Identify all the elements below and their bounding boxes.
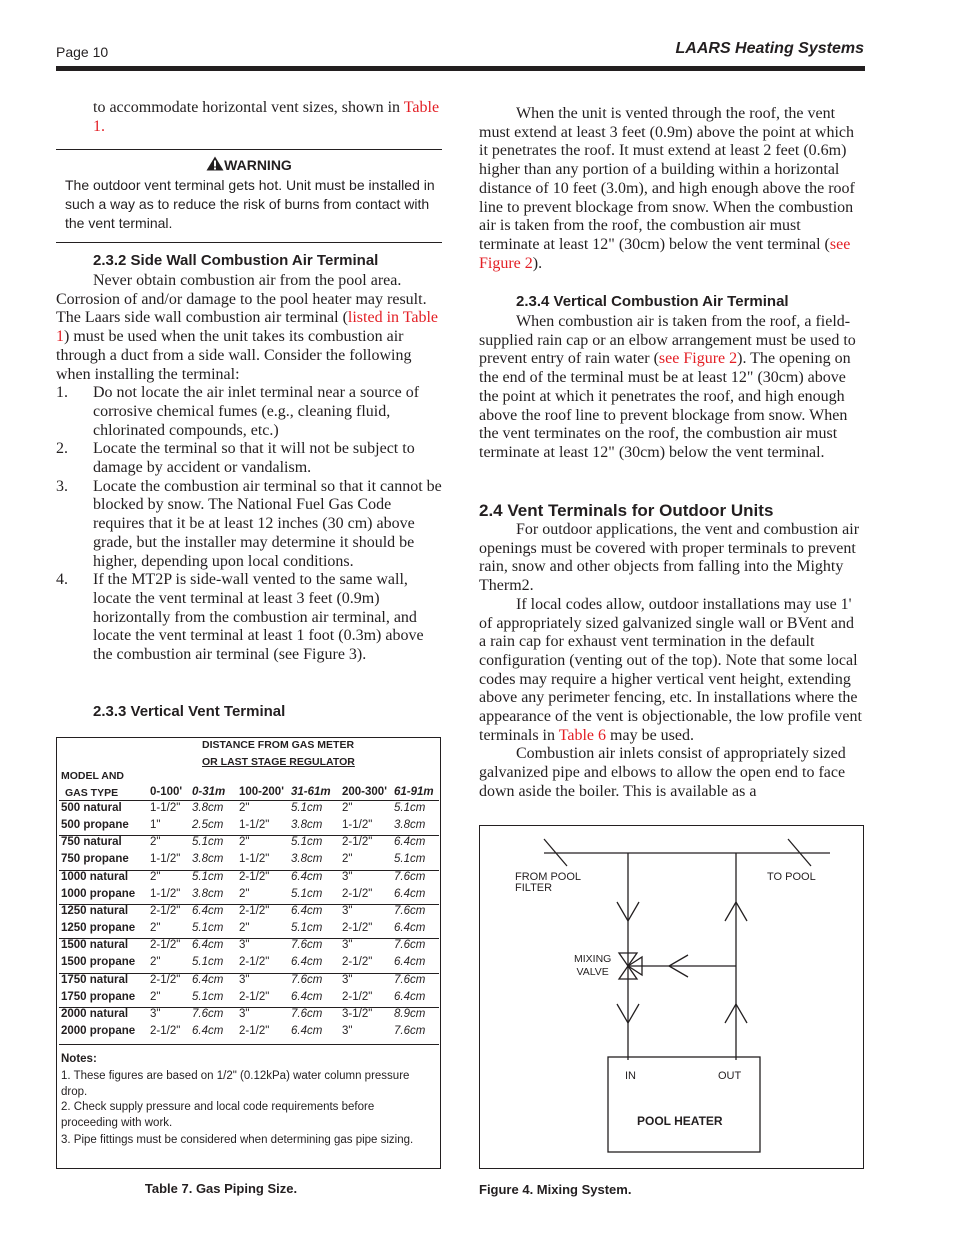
table-cell: 6.4cm	[394, 836, 426, 849]
table-cell: 5.1cm	[394, 853, 426, 866]
table-cell: 3"	[342, 904, 353, 917]
table-cell: 2"	[239, 922, 250, 935]
table-row-label: 1750 natural	[61, 973, 129, 986]
intro-text: to accommodate horizontal vent sizes, shown in	[93, 99, 404, 116]
table-cell: 2-1/2"	[342, 922, 373, 935]
section-232-text: Never obtain combustion air from the pool area. Corrosion of and/or damage to the pool heater may result. The Laars side wall combustion air terminal (	[56, 272, 427, 327]
table-cell: 7.6cm	[291, 1007, 323, 1020]
table-cell: 3"	[342, 939, 353, 952]
range-m-header: 31-61m	[291, 786, 331, 798]
range-ft-header: 100-200'	[239, 786, 284, 798]
table-row-label: 1500 natural	[61, 939, 129, 952]
list-item	[56, 478, 442, 572]
table-caption: Table 7. Gas Piping Size.	[144, 1181, 298, 1196]
table-cell: 2"	[342, 802, 353, 814]
note-1: 1. These figures are based on 1/2" (0.12kPa) water column pressure drop.	[61, 1070, 410, 1098]
table-cell: 7.6cm	[394, 939, 426, 952]
section-232-text-end: ) must be used when the unit takes its combustion air through a duct from a side wall. Consider the following when installing the terminal:	[56, 328, 412, 383]
table-cell: 5.1cm	[192, 990, 224, 1003]
section-232-paragraph	[56, 272, 442, 384]
table-cell: 6.4cm	[291, 956, 323, 969]
section-24-p2-end: may be used.	[606, 726, 694, 744]
section-234-heading: 2.3.4 Vertical Combustion Air Terminal	[516, 293, 789, 310]
table-cell: 7.6cm	[291, 973, 323, 986]
table-header-rule	[59, 800, 439, 801]
table-row-label: 750 natural	[61, 836, 122, 849]
table-cell: 6.4cm	[394, 922, 426, 935]
table-cell: 5.1cm	[291, 922, 323, 935]
figure2-link[interactable]: see Figure 2	[479, 235, 851, 272]
page-number: Page 10	[56, 44, 109, 60]
table-cell: 3-1/2"	[342, 1007, 373, 1020]
table-cell: 6.4cm	[192, 1024, 224, 1037]
table-cell: 5.1cm	[291, 802, 323, 814]
table-cell: 2-1/2"	[342, 887, 373, 900]
table-row-label: 750 propane	[61, 853, 129, 866]
table-cell: 2-1/2"	[342, 956, 373, 969]
table-cell: 2-1/2"	[239, 870, 270, 883]
heater-in-label: IN	[625, 1070, 636, 1082]
table1-link-2[interactable]: listed in Table 1	[56, 309, 439, 346]
list-text: Do not locate the air inlet terminal near a source of corrosive chemical fumes (e.g., cleaning fluid, chlorinated compounds, etc.)	[93, 384, 420, 439]
table-cell: 1-1/2"	[239, 819, 270, 832]
to-pool-label: TO POOL	[767, 871, 816, 883]
table-cell: 6.4cm	[291, 1024, 323, 1037]
filter-text: FILTER	[515, 882, 553, 894]
table-cell: 1-1/2"	[239, 853, 270, 866]
list-text: Locate the terminal so that it will not be subject to damage by accident or vandalism.	[93, 440, 415, 477]
table-cell: 6.4cm	[291, 870, 323, 883]
section-234-text-end: ). The opening on the end of the terminal must be at least 12" (30cm) above the point at which it penetrates the roof, and high enough above the roof line to prevent blockage from snow. When the vent terminates on the roof, the combustion air must terminate at least 12" (30cm) below the vent terminal.	[479, 350, 851, 461]
table-row-label: 2000 propane	[61, 1024, 136, 1037]
heater-out-label: OUT	[718, 1070, 742, 1082]
table-cell: 5.1cm	[291, 836, 323, 849]
table-cell: 5.1cm	[192, 956, 224, 969]
table-cell: 2"	[342, 853, 353, 866]
model-header-2: GAS TYPE	[65, 787, 119, 799]
notes-title: Notes:	[61, 1053, 97, 1065]
list-number: 1.	[56, 384, 68, 402]
table-cell: 2"	[150, 836, 161, 849]
mixing-text: MIXING	[574, 953, 612, 965]
list-item	[56, 571, 442, 665]
warning-icon	[206, 156, 224, 171]
table-cell: 2-1/2"	[239, 1024, 270, 1037]
table-cell: 6.4cm	[291, 904, 323, 917]
table-row-label: 1250 natural	[61, 904, 129, 917]
table1-link[interactable]: Table 1.	[93, 99, 440, 135]
intro-paragraph	[93, 99, 443, 136]
brand-title: LAARS Heating Systems	[675, 40, 864, 57]
table-row-label: 500 natural	[61, 802, 122, 814]
table-row-rule	[59, 973, 439, 974]
list-number: 3.	[56, 477, 68, 495]
table-cell: 1"	[150, 819, 161, 832]
table-cell: 1-1/2"	[150, 853, 181, 866]
table-cell: 2-1/2"	[239, 904, 270, 917]
list-item	[56, 384, 442, 440]
mixing-valve-label	[574, 953, 611, 979]
table-cell: 3"	[150, 1007, 161, 1020]
header-rule	[56, 66, 865, 71]
table-cell: 3.8cm	[291, 819, 323, 832]
table-cell: 2-1/2"	[150, 1024, 181, 1037]
section-24-heading: 2.4 Vent Terminals for Outdoor Units	[479, 501, 774, 520]
table-cell: 2-1/2"	[239, 990, 270, 1003]
roof-vent-text: When the unit is vented through the roof, the vent must extend at least 3 feet (0.9m) above the point at which it penetrates the roof. It must extend at least 2 feet (0.6m) higher than any portion of a building within a horizontal distance of 10 feet (3.0m), and high enough above the roof line to prevent blockage from snow. When the combustion air is taken from the roof, the combustion air must terminate at least 12" (30cm) below the vent terminal (	[479, 105, 855, 253]
roof-vent-paragraph	[479, 105, 865, 273]
gas-piping-table	[56, 737, 441, 1169]
warning-top-rule	[56, 149, 442, 150]
table-cell: 3"	[239, 939, 250, 952]
table-row-rule	[59, 835, 439, 836]
table-cell: 2-1/2"	[150, 904, 181, 917]
list-number: 4.	[56, 571, 68, 589]
table-row-label: 1000 natural	[61, 870, 129, 883]
warning-bottom-rule	[56, 242, 442, 243]
roof-vent-text-end: ).	[532, 254, 543, 272]
table-title-line2: OR LAST STAGE REGULATOR	[202, 756, 355, 768]
note-3: 3. Pipe fittings must be considered when determining gas pipe sizing.	[61, 1134, 414, 1146]
table-cell: 7.6cm	[394, 1024, 426, 1037]
table-cell: 2"	[150, 922, 161, 935]
table-cell: 2"	[239, 802, 250, 814]
table-cell: 3"	[239, 973, 250, 986]
table-cell: 1-1/2"	[342, 819, 373, 832]
table-cell: 5.1cm	[192, 836, 224, 849]
table6-link[interactable]: Table 6	[558, 726, 607, 744]
section-232-body	[56, 272, 442, 665]
table-cell: 5.1cm	[192, 870, 224, 883]
model-header-1: MODEL AND	[61, 770, 124, 782]
pool-heater-label: POOL HEATER	[637, 1114, 723, 1128]
table-cell: 2.5cm	[192, 819, 224, 832]
range-ft-header: 200-300'	[342, 786, 387, 798]
table-cell: 6.4cm	[394, 956, 426, 969]
table-row-rule	[59, 1007, 439, 1008]
table-cell: 3.8cm	[192, 853, 224, 866]
table-cell: 8.9cm	[394, 1007, 426, 1020]
table-cell: 2"	[150, 956, 161, 969]
table-cell: 2"	[150, 870, 161, 883]
table-cell: 2"	[239, 887, 250, 900]
table-cell: 3"	[342, 870, 353, 883]
section-24-paragraph-3: Combustion air inlets consist of appropriately sized galvanized pipe and elbows to allow the open end to face down aside the boiler. This is available as a	[479, 745, 846, 800]
valve-text: VALVE	[576, 966, 609, 978]
table-cell: 7.6cm	[394, 973, 426, 986]
table-cell: 7.6cm	[291, 939, 323, 952]
table-row-label: 1000 propane	[61, 887, 136, 900]
table-cell: 3.8cm	[291, 853, 323, 866]
section-234-paragraph	[479, 313, 865, 463]
table-cell: 5.1cm	[394, 802, 426, 814]
table-cell: 6.4cm	[291, 990, 323, 1003]
table-cell: 5.1cm	[291, 887, 323, 900]
table-cell: 1-1/2"	[150, 802, 181, 814]
figure-caption: Figure 4. Mixing System.	[479, 1182, 632, 1197]
table-cell: 7.6cm	[192, 1007, 224, 1020]
table-cell: 1-1/2"	[150, 887, 181, 900]
table-row-label: 1750 propane	[61, 990, 136, 1003]
table-cell: 3"	[342, 973, 353, 986]
table-cell: 2-1/2"	[342, 990, 373, 1003]
table-cell: 2-1/2"	[150, 973, 181, 986]
table-row-rule	[59, 938, 439, 939]
table-cell: 7.6cm	[394, 870, 426, 883]
table-cell: 2-1/2"	[150, 939, 181, 952]
table-notes-rule	[59, 1044, 439, 1045]
table-row-label: 1250 propane	[61, 922, 136, 935]
section-24-body	[479, 521, 865, 802]
section-24-paragraph-2	[479, 596, 865, 746]
table-cell: 3"	[239, 1007, 250, 1020]
list-item	[56, 440, 442, 477]
section-24-paragraph-1: For outdoor applications, the vent and combustion air openings must be covered with proper terminals to prevent rain, snow and other objects from falling into the Mighty Therm2.	[479, 521, 860, 595]
from-pool-text: FROM POOL	[515, 871, 582, 883]
range-m-header: 0-31m	[192, 786, 226, 798]
table-row-label: 1500 propane	[61, 956, 136, 969]
table-cell: 3.8cm	[192, 802, 224, 814]
table-cell: 2-1/2"	[342, 836, 373, 849]
note-2: 2. Check supply pressure and local code requirements before proceeding with work.	[61, 1101, 375, 1129]
table-cell: 2"	[239, 836, 250, 849]
table-cell: 3"	[342, 1024, 353, 1037]
table-cell: 6.4cm	[192, 939, 224, 952]
table-cell: 2-1/2"	[239, 956, 270, 969]
warning-label: WARNING	[224, 157, 292, 173]
table-cell: 7.6cm	[394, 904, 426, 917]
range-m-header: 61-91m	[394, 786, 434, 798]
list-text: If the MT2P is side-wall vented to the same wall, locate the vent terminal at least 3 feet (0.9m) horizontally from the combustion air terminal, and locate the vent terminal at least 1 foot (0.3m) above the combustion air terminal (see Figure 3).	[93, 571, 424, 664]
table-cell: 6.4cm	[394, 887, 426, 900]
list-text: Locate the combustion air terminal so that it cannot be blocked by snow. The National Fuel Gas Code requires that it be at least 12 inches (30 cm) above grade, but the installer may determine it should be higher, depending upon local conditions.	[93, 477, 442, 570]
table-row-label: 2000 natural	[61, 1007, 129, 1020]
table-cell: 3.8cm	[192, 887, 224, 900]
table-cell: 6.4cm	[192, 904, 224, 917]
section-232-heading: 2.3.2 Side Wall Combustion Air Terminal	[93, 252, 379, 269]
table-cell: 6.4cm	[192, 973, 224, 986]
table-cell: 5.1cm	[192, 922, 224, 935]
table-title-line1: DISTANCE FROM GAS METER	[202, 739, 355, 751]
table-cell: 6.4cm	[394, 990, 426, 1003]
figure2-link-2[interactable]: see Figure 2	[658, 350, 738, 368]
section-24-p2-text: If local codes allow, outdoor installations may use 1' of appropriately sized galvanized single wall or BVent and a rain cap for exhaust vent termination in the default configuration (venting out of the top). Note that some local codes may require a higher vertical vent height, extending above any perimeter fencing, etc. In installations where the appearance of the vent is objectionable, the low profile vent terminals in	[479, 595, 862, 744]
warning-text: The outdoor vent terminal gets hot. Unit must be installed in such a way as to reduce the risk of burns from contact with the vent terminal.	[65, 177, 435, 231]
range-ft-header: 0-100'	[150, 786, 183, 798]
section-234-text: When combustion air is taken from the roof, a field-supplied rain cap or an elbow arrangement must be used to prevent entry of rain water (	[479, 313, 856, 368]
from-pool-label	[515, 872, 581, 894]
table-cell: 3.8cm	[394, 819, 426, 832]
table-row-label: 500 propane	[61, 819, 129, 832]
table-row-rule	[59, 870, 439, 871]
section-233-heading: 2.3.3 Vertical Vent Terminal	[93, 703, 286, 720]
table-cell: 2"	[150, 990, 161, 1003]
table-row-rule	[59, 904, 439, 905]
warning-title	[56, 156, 442, 173]
mixing-system-figure	[479, 825, 864, 1169]
list-number: 2.	[56, 440, 68, 458]
